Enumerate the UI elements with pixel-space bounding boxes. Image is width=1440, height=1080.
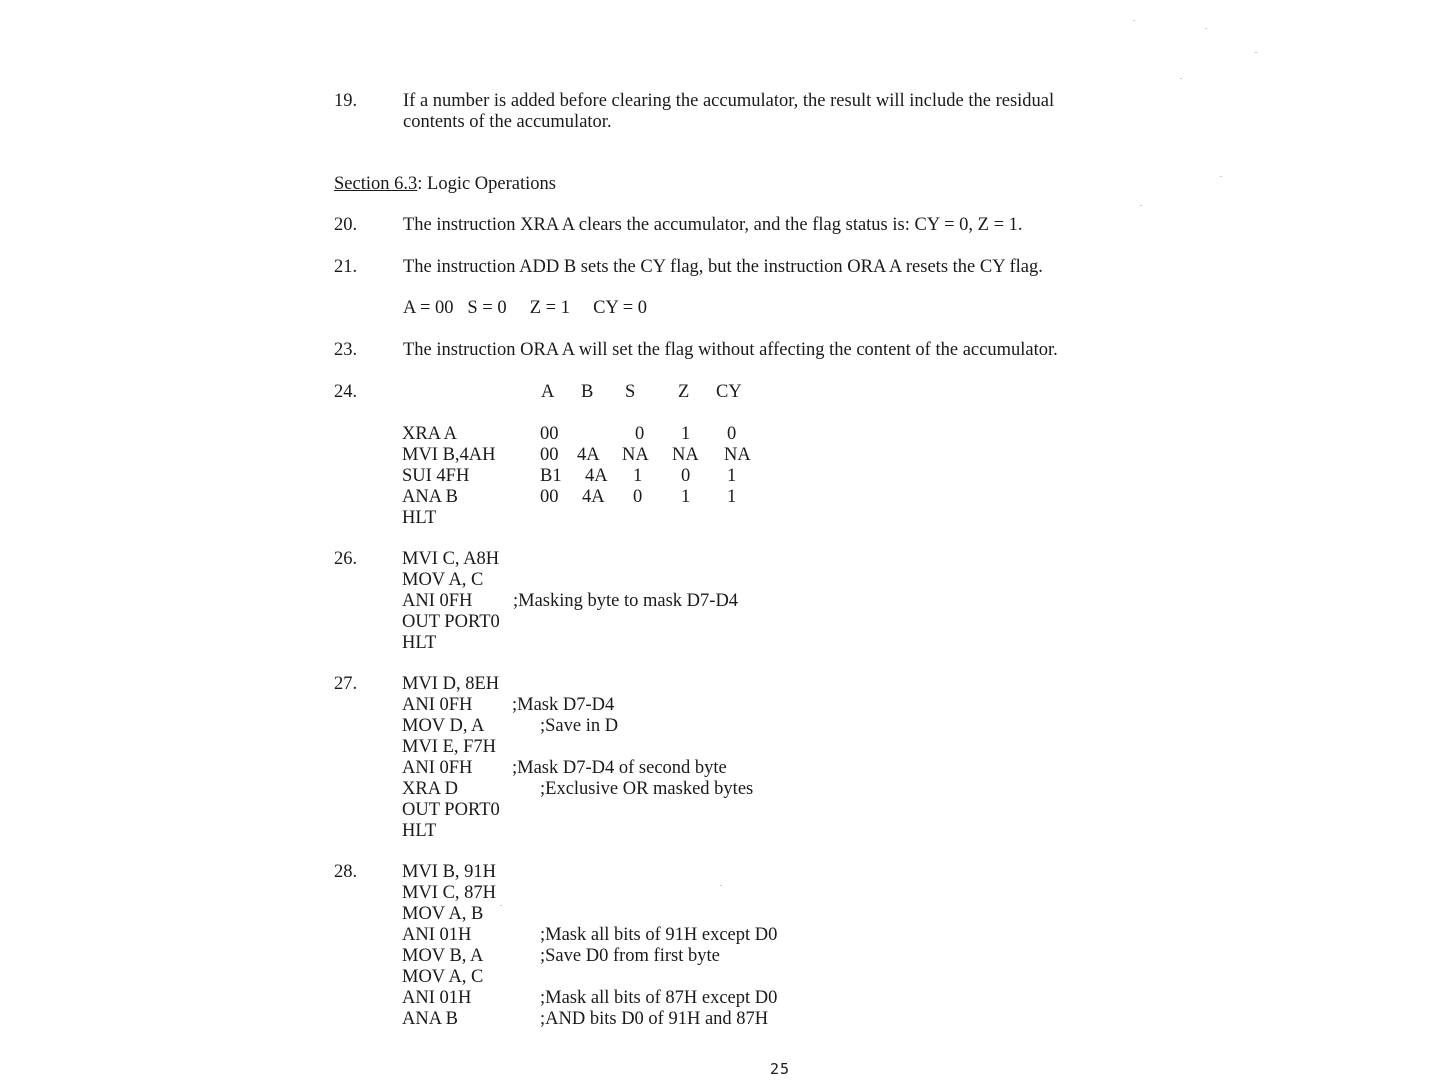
code-instr: ANI 0FH [402,758,473,778]
table-row [402,424,737,445]
code-comment: ;Exclusive OR masked bytes [540,779,754,799]
table-header-a: A [541,382,555,402]
code-instr: OUT PORT0 [402,800,500,820]
cell-cy: 0 [727,424,737,444]
scan-speck [1255,52,1257,53]
code-instr: ANI 01H [402,988,472,1008]
code-instr: ANI 0FH [402,695,473,715]
code-instr: ANA B [402,1009,459,1029]
code-instr: XRA D [402,779,459,799]
code-line [402,612,500,633]
cell-cy: NA [724,445,751,465]
item-21-number: 21. [334,257,358,277]
code-line [402,633,500,654]
code-line [402,737,500,758]
code-instr: MOV B, A [402,946,484,966]
code-line [402,988,778,1009]
cell-s: 0 [633,487,643,507]
code-line [402,1009,769,1030]
cell-a: 00 [540,487,559,507]
scan-speck [1133,20,1135,21]
code-comment: ;Save in D [540,716,619,736]
code-line [402,549,500,570]
code-instr: MOV A, B [402,904,484,924]
section-link: Section 6.3 [334,174,418,194]
code-line [402,967,496,988]
code-instr: MVI B, 91H [402,862,497,882]
code-instr: MVI C, A8H [402,549,500,569]
cell-s: NA [622,445,649,465]
table-header-s: S [625,382,636,402]
item-26-number: 26. [334,549,358,569]
code-instr: OUT PORT0 [402,612,500,632]
item-27-number: 27. [334,674,358,694]
cell-a: B1 [540,466,562,486]
cell-b: 4A [582,487,605,507]
cell-instr: XRA A [402,424,458,444]
item-28-number: 28. [334,862,358,882]
item-21-flags-line: A = 00 S = 0 Z = 1 CY = 0 [403,298,648,318]
cell-instr: ANA B [402,487,459,507]
table-row [402,466,737,487]
table-header-b: B [581,382,594,402]
code-line [402,883,496,904]
scan-speck [1205,28,1207,29]
item-19-number: 19. [334,91,358,111]
code-line [402,821,500,842]
code-line [402,862,496,883]
cell-z: 1 [681,424,691,444]
code-instr: MVI E, F7H [402,737,497,757]
cell-z: NA [672,445,699,465]
code-line [402,716,619,737]
code-instr: ANI 01H [402,925,472,945]
item-20-number: 20. [334,215,358,235]
cell-b: 4A [577,445,600,465]
code-line [402,591,739,612]
code-line [402,946,720,967]
code-instr: HLT [402,821,437,841]
cell-instr: MVI B,4AH [402,445,496,465]
code-comment: ;Mask D7-D4 of second byte [512,758,727,778]
code-instr: MVI C, 87H [402,883,497,903]
code-comment: ;Mask D7-D4 [512,695,615,715]
scan-speck [1220,176,1222,177]
section-title: : Logic Operations [417,174,556,194]
item-23-text: The instruction ORA A will set the flag without affecting the content of the accumulator. [403,340,1058,360]
code-line [402,800,500,821]
cell-cy: 1 [727,487,737,507]
item-20-text: The instruction XRA A clears the accumulator, and the flag status is: CY = 0, Z = 1. [403,215,1023,235]
item-23-number: 23. [334,340,358,360]
code-instr: MOV A, C [402,967,484,987]
section-heading [334,174,556,195]
code-comment: ;Mask all bits of 91H except D0 [540,925,778,945]
item-19-text-line2: contents of the accumulator. [403,112,612,132]
item-24-number: 24. [334,382,358,402]
item-26-code [402,549,739,654]
cell-instr: HLT [402,508,437,528]
item-21-text: The instruction ADD B sets the CY flag, but the instruction ORA A resets the CY flag. [403,257,1043,277]
cell-s: 1 [633,466,643,486]
cell-instr: SUI 4FH [402,466,470,486]
code-instr: HLT [402,633,437,653]
code-line [402,904,496,925]
table-row [402,445,751,466]
cell-z: 1 [681,487,691,507]
code-line [402,758,727,779]
code-line [402,674,500,695]
table-header-z: Z [678,382,690,402]
item-19-text-line1: If a number is added before clearing the accumulator, the result will include the residual [403,91,1055,111]
code-line [402,695,615,716]
cell-s: 0 [635,424,645,444]
cell-b: 4A [585,466,608,486]
code-line [402,925,778,946]
cell-z: 0 [681,466,691,486]
cell-a: 00 [540,424,559,444]
code-instr: MOV A, C [402,570,484,590]
scan-speck [1140,205,1142,206]
code-line [402,779,754,800]
item-27-code [402,674,754,842]
table-header-cy: CY [716,382,742,402]
code-instr: MVI D, 8EH [402,674,500,694]
item-28-code [402,862,778,1030]
scan-speck [1180,78,1182,79]
code-comment: ;Save D0 from first byte [540,946,720,966]
scan-speck [720,885,722,886]
code-comment: ;Mask all bits of 87H except D0 [540,988,778,1008]
table-row [402,508,437,529]
cell-a: 00 [540,445,559,465]
table-row [402,487,737,508]
scan-speck [500,905,502,906]
code-instr: MOV D, A [402,716,485,736]
code-comment: ;AND bits D0 of 91H and 87H [540,1009,769,1029]
code-instr: ANI 0FH [402,591,473,611]
page-number: 25 [770,1060,791,1078]
cell-cy: 1 [727,466,737,486]
code-line [402,570,500,591]
code-comment: ;Masking byte to mask D7-D4 [513,591,739,611]
